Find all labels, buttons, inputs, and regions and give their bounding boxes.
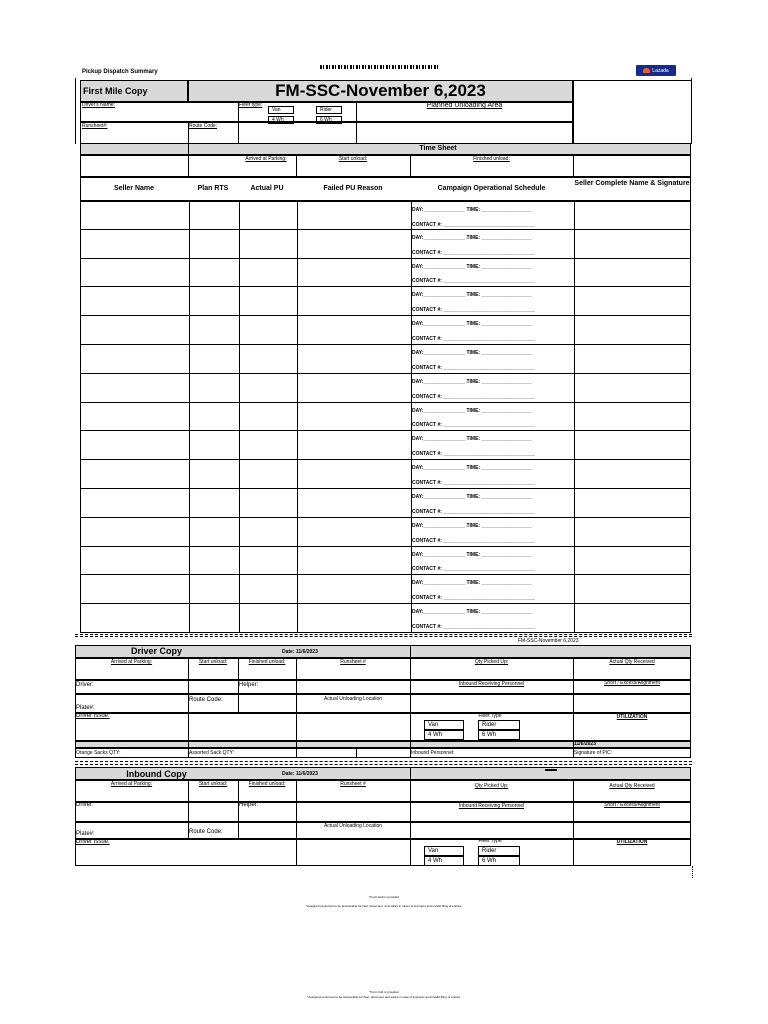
ic-finished-unload: Finished unload: <box>248 781 286 787</box>
cell-divider <box>239 604 240 632</box>
schedule-contact[interactable]: CONTACT #: _________________________________ <box>412 595 536 602</box>
cell-divider <box>239 287 240 315</box>
footer-note-4: *Assigned personnel to be answerable for fleet, document and sacks in case of improper and invalid filing of entries. <box>307 995 461 999</box>
cell-divider <box>574 259 575 287</box>
driver-name-label: Driver's Name: <box>82 102 115 108</box>
schedule-day-time[interactable]: DAY:_______________ TIME: __________________ <box>412 407 532 414</box>
dc-inbound-personnel-2: Inbound Personnel: <box>411 750 455 756</box>
table-row <box>80 431 691 460</box>
runsheet-label: Runsheet#: <box>82 123 108 129</box>
cell-divider <box>189 518 190 546</box>
table-row <box>80 547 691 576</box>
table-row <box>80 259 691 288</box>
cell-divider <box>574 489 575 517</box>
cell-divider <box>239 345 240 373</box>
schedule-day-time[interactable]: DAY:_______________ TIME: __________________ <box>412 350 532 356</box>
cell-divider <box>297 202 298 229</box>
dc-date-small: 11/6/2023 <box>574 741 596 747</box>
dc-driver-issue: Driver Issue: <box>76 713 110 719</box>
page-title: FM-SSC-November 6,2023 <box>275 81 486 100</box>
cell-divider <box>239 259 240 287</box>
ic-fleet-type: Fleet Type <box>478 838 502 844</box>
dc-runsheet: Runsheet # <box>340 659 366 665</box>
cell-divider <box>297 489 298 517</box>
dc-row-5 <box>75 741 691 748</box>
cell-divider <box>574 518 575 546</box>
schedule-contact[interactable]: CONTACT #: _________________________________ <box>412 566 536 573</box>
divider <box>573 155 574 177</box>
schedule-contact[interactable]: CONTACT #: _________________________________ <box>412 221 536 228</box>
cell-divider <box>297 287 298 315</box>
cell-divider <box>189 431 190 459</box>
cell-divider <box>189 202 190 229</box>
footer-note-3: *Form hub is provided <box>369 990 399 994</box>
start-unload-label: Start unload: <box>338 156 368 162</box>
dc-fleet-type: Fleet Type <box>478 713 502 719</box>
col-actual-pu: Actual PU <box>250 185 284 192</box>
cell-divider <box>574 287 575 315</box>
dc-helper: Helper: <box>239 682 259 688</box>
schedule-contact[interactable]: CONTACT #: _________________________________ <box>412 393 536 400</box>
cut-line <box>75 764 692 765</box>
driver-copy-date: Date: 11/6/2023 <box>282 649 318 655</box>
divider <box>188 658 189 758</box>
cell-divider <box>189 575 190 603</box>
dc-finished-unload: Finished unload: <box>248 659 286 665</box>
dc-start-unload: Start unload: <box>198 659 228 665</box>
schedule-contact[interactable]: CONTACT #: _________________________________ <box>412 335 536 342</box>
cell-divider <box>189 345 190 373</box>
driver-copy-title: Driver Copy <box>130 646 183 656</box>
dc-rider-checkbox[interactable]: Rider <box>478 720 520 730</box>
cut-line <box>75 634 692 635</box>
ic-start-unload: Start unload: <box>198 781 228 787</box>
dc-actual-unloading: Actual Unloading Location <box>323 696 383 702</box>
ic-short-label: Short / Excess/Alignment <box>604 802 660 808</box>
schedule-day-time[interactable]: DAY:_______________ TIME: __________________ <box>412 263 532 270</box>
dc-actual-qty: Actual Qty Received <box>609 659 655 665</box>
cut-line <box>75 761 692 762</box>
cell-divider <box>297 259 298 287</box>
cell-divider <box>574 604 575 632</box>
dc-orange-sacks: Orange Sacks QTY: <box>76 750 121 756</box>
dc-driver: Driver: <box>76 682 94 688</box>
footer-note-1: *Form Hub is provided <box>369 895 399 899</box>
cell-divider <box>189 547 190 575</box>
cell-divider <box>189 259 190 287</box>
table-row <box>80 374 691 403</box>
schedule-contact[interactable]: CONTACT #: _________________________________ <box>412 623 536 630</box>
table-row <box>80 316 691 345</box>
ic-route-code: Route Code: <box>189 829 223 835</box>
timesheet-title: Time Sheet <box>419 145 457 152</box>
schedule-day-time[interactable]: DAY:_______________ TIME: __________________ <box>412 609 532 616</box>
cell-divider <box>189 403 190 431</box>
col-failed-pu: Failed PU Reason <box>323 185 383 192</box>
table-row <box>80 287 691 316</box>
van-checkbox[interactable]: Van <box>268 106 294 114</box>
ic-rider-checkbox[interactable]: Rider <box>478 846 520 856</box>
cell-divider <box>574 403 575 431</box>
four-wh-checkbox[interactable]: 4 Wh <box>268 116 294 124</box>
dc-inbound-personnel: Inbound Receiving Personnel <box>458 681 525 687</box>
cell-divider <box>239 431 240 459</box>
cell-divider <box>239 374 240 402</box>
inbound-copy-title: Inbound Copy <box>126 769 187 779</box>
cell-divider <box>574 547 575 575</box>
header-mark <box>545 769 557 771</box>
schedule-contact[interactable]: CONTACT #: _________________________________ <box>412 249 536 256</box>
cell-divider <box>239 489 240 517</box>
table-row <box>80 518 691 547</box>
cell-divider <box>239 230 240 258</box>
cell-divider <box>574 374 575 402</box>
cell-divider <box>574 230 575 258</box>
cell-divider <box>574 460 575 488</box>
table-row <box>80 201 691 230</box>
cell-divider <box>189 460 190 488</box>
cell-divider <box>239 575 240 603</box>
schedule-day-time[interactable]: DAY:_______________ TIME: __________________ <box>412 292 532 299</box>
table-row <box>80 345 691 374</box>
table-row <box>80 489 691 518</box>
ic-4wh-checkbox[interactable]: 4 Wh <box>424 856 464 866</box>
dc-6wh-checkbox[interactable]: 6 Wh <box>478 730 520 740</box>
edge-line <box>692 866 693 878</box>
schedule-day-time[interactable]: DAY:_______________ TIME: __________________ <box>412 551 532 558</box>
cell-divider <box>297 518 298 546</box>
ic-van-checkbox[interactable]: Van <box>424 846 464 856</box>
ic-arrived: Arrived at Parking: <box>110 781 153 787</box>
cell-divider <box>189 604 190 632</box>
cell-divider <box>297 604 298 632</box>
schedule-day-time[interactable]: DAY:_______________ TIME: __________________ <box>412 494 532 500</box>
schedule-contact[interactable]: CONTACT #: _________________________________ <box>412 537 536 544</box>
page-subtitle: Pickup Dispatch Summary <box>82 69 158 75</box>
schedule-day-time[interactable]: DAY:_______________ TIME: __________________ <box>412 321 532 328</box>
fleet-type-label: Fleet type: <box>239 102 263 108</box>
ic-qty-picked: Qty Picked Up: <box>474 783 509 789</box>
table-row <box>80 230 691 259</box>
dc-signature-pic: Signature of PIC: <box>574 750 613 756</box>
lazada-logo: Lazada <box>636 65 676 76</box>
ic-driver: Driver: <box>76 802 94 808</box>
ic-inbound-personnel: Inbound Receiving Personnel <box>458 803 525 809</box>
schedule-contact[interactable]: CONTACT #: _________________________________ <box>412 278 536 285</box>
dc-qty-picked: Qty Picked Up: <box>474 659 509 665</box>
cell-divider <box>239 460 240 488</box>
cell-divider <box>189 374 190 402</box>
cell-divider <box>189 316 190 344</box>
arrived-label: Arrived at Parking: <box>245 156 287 162</box>
divider <box>188 143 189 177</box>
schedule-day-time[interactable]: DAY:_______________ TIME: __________________ <box>412 436 532 443</box>
schedule-contact[interactable]: CONTACT #: _________________________________ <box>412 451 536 458</box>
col-plan-rts: Plan RTS <box>197 185 229 192</box>
cell-divider <box>239 403 240 431</box>
dc-route-code: Route Code: <box>189 697 223 703</box>
schedule-day-time[interactable]: DAY:_______________ TIME: __________________ <box>412 580 532 587</box>
cell-divider <box>189 230 190 258</box>
cell-divider <box>574 316 575 344</box>
cell-divider <box>574 345 575 373</box>
cell-divider <box>297 316 298 344</box>
schedule-contact[interactable]: CONTACT #: _________________________________ <box>412 307 536 314</box>
cell-divider <box>239 316 240 344</box>
schedule-day-time[interactable]: DAY:_______________ TIME: __________________ <box>412 465 532 472</box>
schedule-day-time[interactable]: DAY:_______________ TIME: __________________ <box>412 234 532 241</box>
cell-divider <box>239 547 240 575</box>
col-campaign: Campaign Operational Schedule <box>437 185 546 192</box>
ic-helper: Helper: <box>239 802 259 808</box>
cell-divider <box>297 230 298 258</box>
inbound-copy-date: Date: 11/6/2023 <box>282 771 318 777</box>
divider <box>296 658 297 758</box>
route-code-label: Route Code: <box>189 123 218 129</box>
cell-divider <box>297 431 298 459</box>
cell-divider <box>297 547 298 575</box>
cut-line <box>75 636 692 637</box>
footer-note-2: *Assigned personnel to be answerable for fleet, document, and sacks in cases of improper and invalid filing of entries. <box>305 904 463 908</box>
col-seller-signature: Seller Complete Name & Signature <box>574 180 690 187</box>
schedule-day-time[interactable]: DAY:_______________ TIME: __________________ <box>412 378 532 385</box>
planned-unloading-label: Planned Unloading Area <box>426 102 503 109</box>
dc-assorted-sack: Assorted Sack QTY: <box>189 750 235 756</box>
dc-utilization: UTILIZATION <box>616 714 648 720</box>
schedule-contact[interactable]: CONTACT #: _________________________________ <box>412 364 536 371</box>
dc-short-label: Short / Excess/Alignment <box>604 680 660 686</box>
divider <box>238 780 239 839</box>
schedule-day-time[interactable]: DAY:_______________ TIME: __________________ <box>412 207 532 213</box>
finished-unload-label: Finished unload: <box>473 156 510 162</box>
schedule-contact[interactable]: CONTACT #: _________________________________ <box>412 479 536 486</box>
heart-icon <box>643 68 650 73</box>
schedule-contact[interactable]: CONTACT #: _________________________________ <box>412 422 536 429</box>
ic-runsheet: Runsheet # <box>340 781 366 787</box>
divider <box>356 748 357 758</box>
cell-divider <box>189 489 190 517</box>
logo-cell <box>573 80 692 144</box>
divider <box>573 780 574 866</box>
cell-divider <box>297 403 298 431</box>
table-row <box>80 403 691 432</box>
cell-divider <box>297 374 298 402</box>
ic-actual-unloading: Actual Unloading Location <box>323 823 383 829</box>
ic-driver-issue: Driver Issue: <box>76 839 110 845</box>
dc-arrived: Arrived at Parking: <box>110 659 153 665</box>
ic-utilization: UTILIZATION <box>616 839 648 845</box>
rider-checkbox[interactable]: Rider <box>316 106 342 114</box>
dc-van-checkbox[interactable]: Van <box>424 720 464 730</box>
schedule-day-time[interactable]: DAY:_______________ TIME: __________________ <box>412 522 532 529</box>
table-row <box>80 575 691 604</box>
cell-divider <box>239 518 240 546</box>
driver-copy-ref: FM-SSC-November 6,2023 <box>518 638 579 644</box>
cell-divider <box>239 202 240 229</box>
six-wh-checkbox[interactable]: 6 Wh <box>316 116 342 124</box>
info-row-2 <box>80 122 573 144</box>
cell-divider <box>189 287 190 315</box>
cell-divider <box>297 460 298 488</box>
cell-divider <box>297 575 298 603</box>
copy-label: First Mile Copy <box>83 86 148 96</box>
cell-divider <box>574 575 575 603</box>
barcode-strip <box>320 65 438 69</box>
schedule-contact[interactable]: CONTACT #: _________________________________ <box>412 508 536 515</box>
cell-divider <box>574 202 575 229</box>
col-seller-name: Seller Name <box>113 185 155 192</box>
table-row <box>80 460 691 489</box>
table-row <box>80 604 691 633</box>
ic-actual-qty: Actual Qty Received <box>609 783 655 789</box>
dc-4wh-checkbox[interactable]: 4 Wh <box>424 730 464 740</box>
table-body <box>80 201 691 633</box>
cell-divider <box>574 431 575 459</box>
ic-plate: Plate#: <box>76 831 95 837</box>
divider <box>410 767 411 866</box>
ic-6wh-checkbox[interactable]: 6 Wh <box>478 856 520 866</box>
dc-plate: Plate#: <box>76 705 95 711</box>
cell-divider <box>297 345 298 373</box>
